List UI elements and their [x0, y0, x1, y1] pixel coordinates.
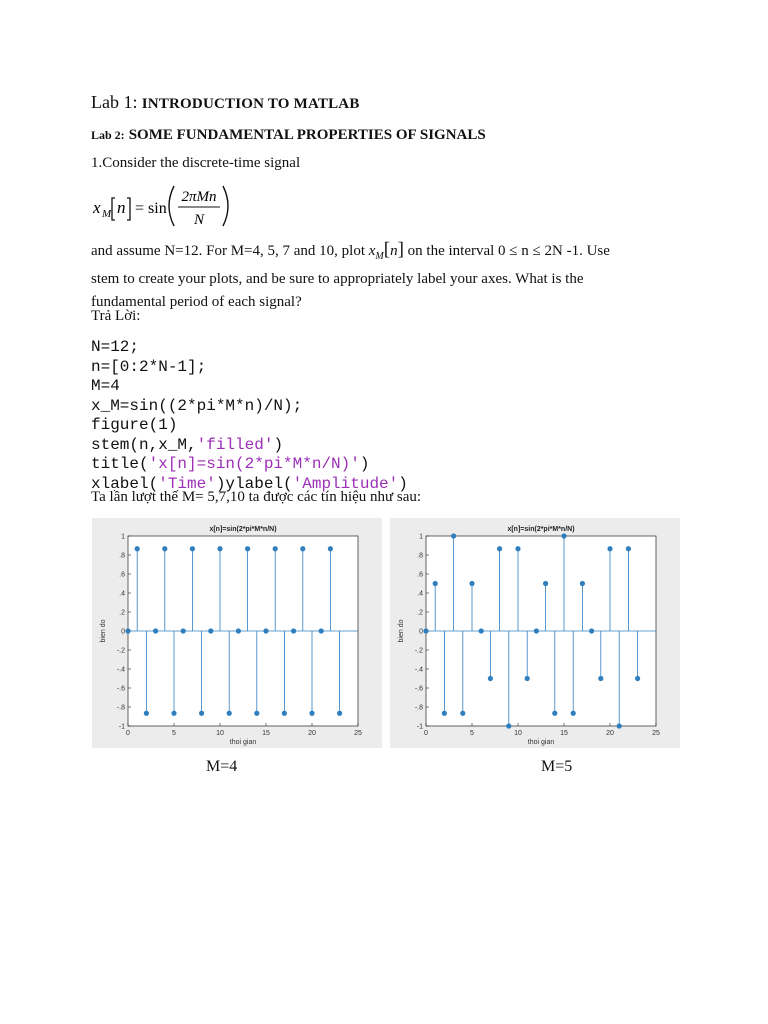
stem-marker	[589, 628, 594, 633]
stem-marker	[580, 581, 585, 586]
y-tick-label: .6	[417, 571, 423, 579]
stem-marker	[534, 628, 539, 633]
code-line: x_M=sin((2*pi*M*n)/N);	[91, 396, 303, 415]
stem-marker	[181, 628, 186, 633]
x-tick-label: 15	[560, 730, 568, 737]
x-tick-label: 20	[308, 730, 316, 737]
question-paragraph	[91, 238, 651, 314]
y-tick-label: 0	[121, 628, 125, 636]
x-axis-label: thoi gian	[527, 739, 555, 746]
stem-marker	[199, 711, 204, 716]
stem-marker	[515, 546, 520, 551]
stem-marker	[442, 711, 447, 716]
formula-sub: M	[102, 208, 112, 220]
stem-marker	[190, 546, 195, 551]
x-tick-label: 10	[216, 730, 224, 737]
formula-x: x	[93, 198, 101, 217]
y-tick-label: .2	[119, 609, 125, 617]
question-line-1: and assume N=12. For M=4, 5, 7 and 10, plot $x_M[n]$ on the interval 0 ≤ n ≤ 2N -1. Use	[91, 239, 610, 262]
lab2-prefix: Lab 2:	[91, 128, 125, 142]
x-tick-label: 15	[262, 730, 270, 737]
formula-denominator: N	[193, 212, 205, 228]
code-line: title('x[n]=sin(2*pi*M*n/N)')	[91, 455, 370, 473]
stem-marker	[236, 628, 241, 633]
lab1-heading	[91, 92, 360, 113]
stem-marker	[171, 711, 176, 716]
stem-marker	[635, 676, 640, 681]
formula-bracket-right	[127, 198, 130, 220]
x-tick-label: 0	[424, 730, 428, 737]
formula-numerator: 2πMn	[181, 189, 217, 205]
formula-paren-left	[169, 186, 174, 226]
y-tick-label: .4	[417, 590, 423, 598]
stem-marker	[607, 546, 612, 551]
code-line: figure(1)	[91, 416, 178, 434]
y-tick-label: .8	[417, 552, 423, 560]
y-tick-label: .6	[119, 571, 125, 579]
code-line: n=[0:2*N-1];	[91, 357, 207, 376]
y-tick-label: 1	[419, 533, 423, 541]
stem-marker	[460, 711, 465, 716]
lab1-title: INTRODUCTION TO MATLAB	[141, 96, 360, 112]
stem-marker	[571, 711, 576, 716]
stem-marker	[144, 711, 149, 716]
stem-marker	[328, 546, 333, 551]
stem-marker	[217, 546, 222, 551]
y-tick-label: .2	[417, 609, 423, 617]
y-axis-label: bien do	[398, 619, 405, 643]
stem-marker	[497, 546, 502, 551]
y-tick-label: -1	[118, 723, 125, 731]
stem-plot-m5-svg	[390, 518, 680, 748]
code-line: M=4	[91, 377, 120, 395]
stem-marker	[300, 546, 305, 551]
y-tick-label: 0	[419, 628, 423, 636]
y-tick-label: .4	[119, 590, 125, 598]
formula-n: n	[117, 198, 126, 217]
y-tick-label: -.6	[116, 685, 125, 693]
stem-marker	[433, 581, 438, 586]
stem-plot-m4-svg	[92, 518, 382, 748]
y-tick-label: -.8	[116, 704, 125, 712]
question-line-3: fundamental period of each signal?	[91, 294, 302, 310]
stem-marker	[319, 628, 324, 633]
stem-marker	[506, 723, 511, 728]
stem-marker	[552, 711, 557, 716]
stem-marker	[469, 581, 474, 586]
stem-marker	[543, 581, 548, 586]
y-tick-label: -.6	[414, 685, 423, 693]
stem-marker	[254, 711, 259, 716]
stem-marker	[337, 711, 342, 716]
code-line: stem(n,x_M,'filled')	[91, 435, 284, 454]
x-tick-label: 0	[126, 730, 130, 737]
stem-marker	[291, 628, 296, 633]
stem-marker	[451, 533, 456, 538]
lab2-heading	[91, 126, 486, 144]
y-axis-label: bien do	[100, 619, 107, 643]
y-tick-label: -.4	[116, 666, 125, 674]
x-tick-label: 25	[354, 730, 362, 737]
stem-marker	[626, 546, 631, 551]
formula-paren-right	[223, 186, 228, 226]
stem-plot-m4	[92, 518, 382, 748]
stem-marker	[617, 723, 622, 728]
stem-marker	[423, 628, 428, 633]
formula-eq-sin: = sin	[135, 200, 167, 217]
stem-marker	[598, 676, 603, 681]
question-line-2: stem to create your plots, and be sure to appropriately label your axes. What is the	[91, 271, 584, 287]
x-axis-label: thoi gian	[229, 739, 257, 746]
answer-label: Trả Lời:	[91, 308, 141, 324]
stem-marker	[153, 628, 158, 633]
matlab-code	[91, 338, 408, 494]
stem-marker	[309, 711, 314, 716]
x-tick-label: 5	[470, 730, 474, 737]
y-tick-label: -.4	[414, 666, 423, 674]
y-tick-label: -1	[416, 723, 423, 731]
y-tick-label: .8	[119, 552, 125, 560]
stem-plot-m5	[390, 518, 680, 748]
code-line: N=12;	[91, 338, 140, 356]
lab1-prefix: Lab 1:	[91, 92, 138, 112]
stem-marker	[479, 628, 484, 633]
stem-marker	[227, 711, 232, 716]
stem-marker	[208, 628, 213, 633]
x-tick-label: 5	[172, 730, 176, 737]
plot-label-m4: M=4	[206, 758, 238, 775]
stem-marker	[273, 546, 278, 551]
x-tick-label: 25	[652, 730, 660, 737]
y-tick-label: 1	[121, 533, 125, 541]
x-tick-label: 10	[514, 730, 522, 737]
lab2-title: SOME FUNDAMENTAL PROPERTIES OF SIGNALS	[128, 127, 486, 143]
x-tick-label: 20	[606, 730, 614, 737]
plot-title: x[n]=sin(2*pi*M*n/N)	[209, 526, 277, 533]
stem-marker	[561, 533, 566, 538]
y-tick-label: -.2	[116, 647, 125, 655]
stem-marker	[263, 628, 268, 633]
stem-marker	[245, 546, 250, 551]
y-tick-label: -.2	[414, 647, 423, 655]
plot-label-m5: M=5	[541, 758, 573, 775]
stem-marker	[525, 676, 530, 681]
stem-marker	[282, 711, 287, 716]
formula-bracket-left	[112, 198, 115, 220]
question-intro: 1.Consider the discrete-time signal	[91, 155, 301, 171]
y-tick-label: -.8	[414, 704, 423, 712]
stem-marker	[125, 628, 130, 633]
signal-formula	[91, 180, 231, 232]
stem-marker	[162, 546, 167, 551]
plot-title: x[n]=sin(2*pi*M*n/N)	[507, 526, 575, 533]
stem-marker	[135, 546, 140, 551]
stem-marker	[488, 676, 493, 681]
results-note: Ta lần lượt thế M= 5,7,10 ta được các tín hiệu như sau:	[91, 489, 422, 505]
code-line: xlabel('Time')ylabel('Amplitude')	[91, 474, 408, 493]
